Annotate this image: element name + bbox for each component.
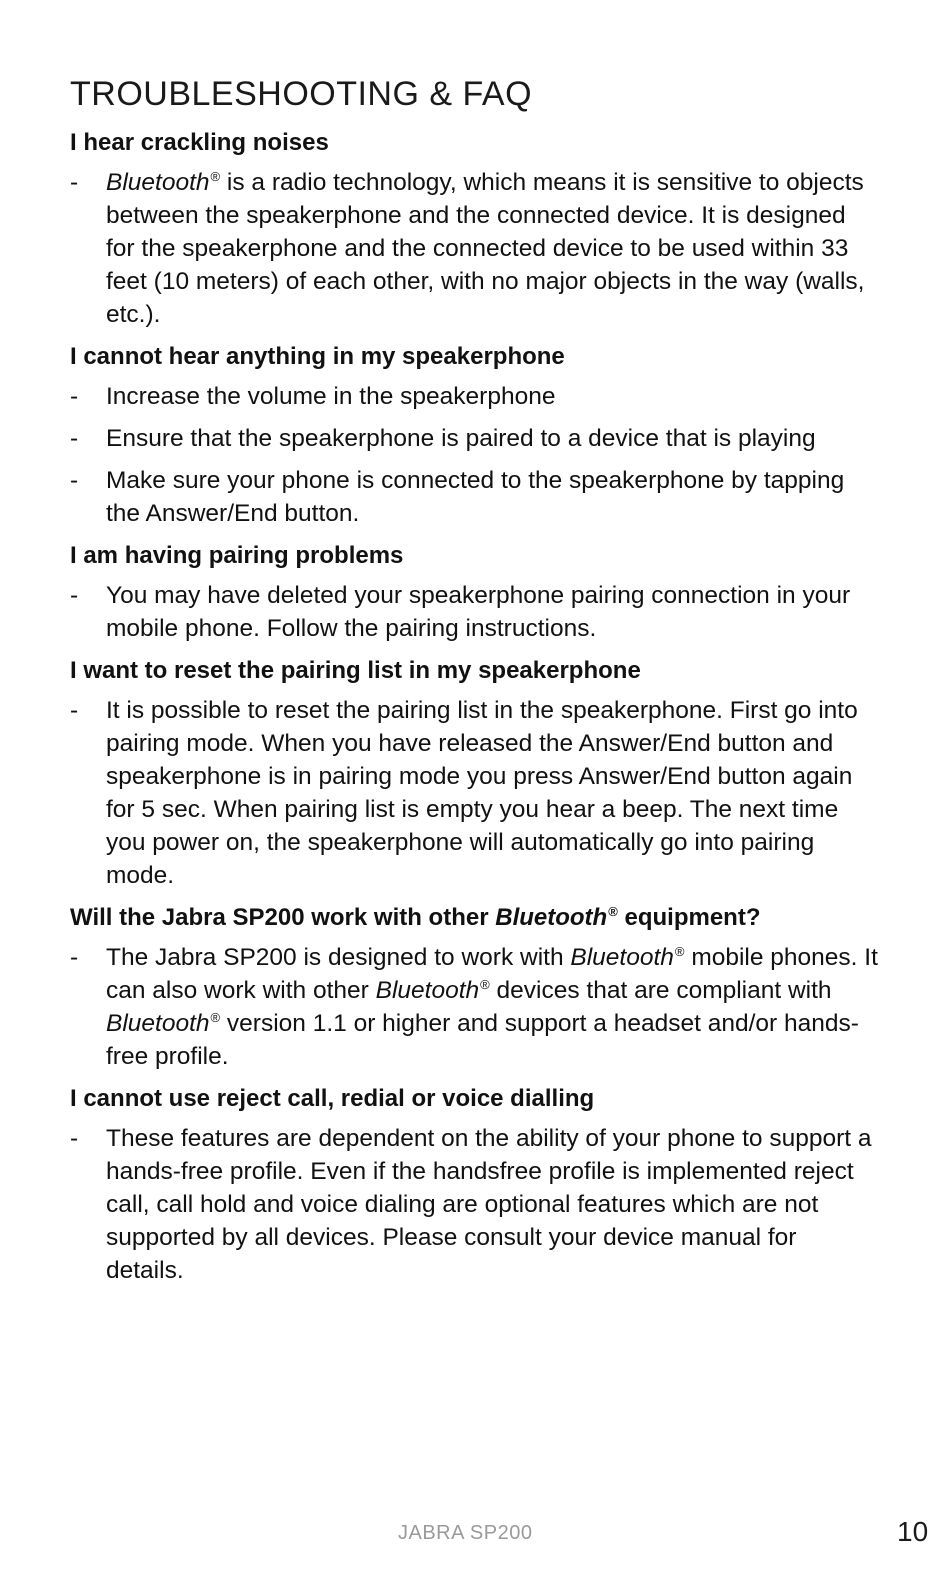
answer-text: Increase the volume in the speakerphone [106, 383, 556, 410]
faq-answer [70, 941, 880, 1073]
bluetooth-term: Bluetooth [106, 1010, 210, 1037]
faq-answer [70, 422, 880, 455]
answer-text: Make sure your phone is connected to the speakerphone by tapping the Answer/End button. [106, 467, 845, 527]
faq-question: I want to reset the pairing list in my speakerphone [70, 657, 641, 684]
faq-answer-list [70, 941, 880, 1073]
answer-text: These features are dependent on the ability of your phone to support a hands-free profile. Even if the handsfree profile is implemented reject call, call hold and voice dialing are optional features which are not supported by all devices. Please consult your device manual for details. [106, 1125, 872, 1284]
bluetooth-term: Bluetooth [375, 977, 480, 1004]
answer-text: It is possible to reset the pairing list in the speakerphone. First go into pairing mode. When you have released the Answer/End button and speakerphone is in pairing mode you press Answer/End button again for 5 sec. When pairing list is empty you hear a beep. The next time you power on, the speakerphone will automatically go into pairing mode. [106, 697, 858, 889]
list-dash: - [70, 383, 79, 410]
faq-answer [70, 694, 880, 892]
registered-mark: ® [210, 1010, 221, 1025]
page-title: TROUBLESHOOTING & FAQ [70, 75, 533, 113]
faq-answer [70, 579, 880, 645]
document-page [70, 72, 880, 1296]
faq-answer-list [70, 1122, 880, 1287]
faq-answer [70, 380, 880, 413]
faq-answer [70, 166, 880, 331]
registered-mark: ® [210, 169, 221, 184]
registered-mark: ® [480, 977, 490, 992]
faq-answer-list [70, 380, 880, 530]
faq-question: I cannot use reject call, redial or voice dialling [70, 1085, 595, 1112]
list-dash: - [70, 697, 79, 724]
faq-question: I cannot hear anything in my speakerphone [70, 343, 565, 370]
footer-product-name: JABRA SP200 [398, 1522, 533, 1544]
list-dash: - [70, 169, 79, 196]
page-number: 10 [897, 1516, 929, 1547]
bluetooth-term: Bluetooth [495, 904, 608, 931]
faq-section-crackling [70, 126, 880, 331]
registered-mark: ® [608, 904, 618, 919]
faq-answer-list [70, 579, 880, 645]
answer-text: You may have deleted your speakerphone pairing connection in your mobile phone. Follow the pairing instructions. [106, 582, 851, 642]
faq-question: I hear crackling noises [70, 129, 329, 156]
faq-answer [70, 464, 880, 530]
faq-section-compatibility [70, 901, 880, 1073]
answer-text: Ensure that the speakerphone is paired to a device that is playing [106, 425, 816, 452]
answer-text: mobile phones. It can also work with other [106, 944, 878, 1004]
question-text: equipment? [617, 904, 761, 931]
list-dash: - [70, 1125, 79, 1152]
faq-section-no-sound [70, 340, 880, 530]
list-dash: - [70, 467, 79, 494]
list-dash: - [70, 425, 79, 452]
list-dash: - [70, 582, 79, 609]
question-text: Will the Jabra SP200 work with other [70, 904, 496, 931]
faq-answer-list [70, 166, 880, 331]
answer-text: is a radio technology, which means it is sensitive to objects between the speakerphone and the connected device. It is designed for the speakerphone and the connected device to be used within 33 feet (10 meters) of each other, with no major objects in the way (walls, etc.). [106, 169, 865, 328]
faq-answer [70, 1122, 880, 1287]
answer-text: The Jabra SP200 is designed to work with [106, 944, 571, 971]
bluetooth-term: Bluetooth [570, 944, 674, 971]
bluetooth-term: Bluetooth [106, 169, 210, 196]
list-dash: - [70, 944, 79, 971]
answer-text: version 1.1 or higher and support a headset and/or hands-free profile. [106, 1010, 859, 1070]
faq-question: I am having pairing problems [70, 542, 404, 569]
faq-answer-list [70, 694, 880, 892]
faq-question [70, 901, 880, 935]
answer-text: devices that are compliant with [489, 977, 832, 1004]
faq-section-call-features [70, 1082, 880, 1287]
faq-section-reset-pairing [70, 654, 880, 892]
registered-mark: ® [674, 944, 685, 959]
faq-section-pairing-problems [70, 539, 880, 645]
